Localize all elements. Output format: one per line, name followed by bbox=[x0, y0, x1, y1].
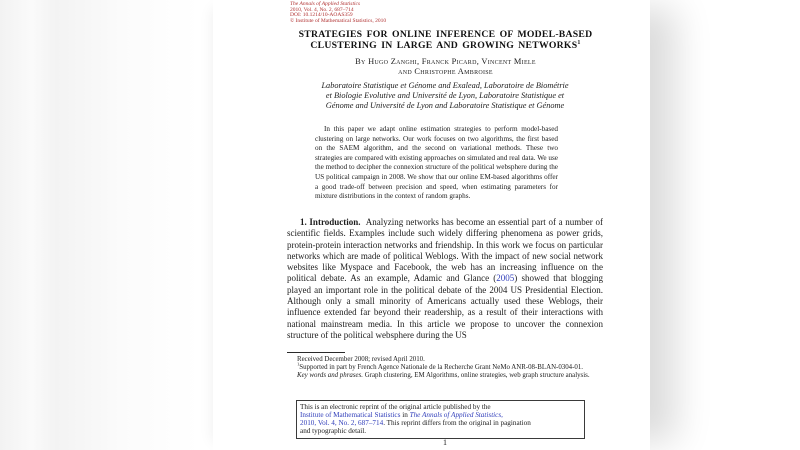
affiliation-line-1: Laboratoire Statistique et Génome and Exalead, Laboratoire de Biométrie bbox=[321, 81, 569, 90]
reprint-line-4: and typographic detail. bbox=[300, 427, 367, 436]
authors-line-1: By Hugo Zanghi, Franck Picard, Vincent Miele bbox=[355, 57, 536, 66]
page-number: 1 bbox=[443, 438, 447, 447]
reprint-line-2 bbox=[300, 411, 581, 419]
journal-header bbox=[290, 2, 386, 24]
title-footnote-marker[interactable]: 1 bbox=[577, 39, 581, 46]
section-heading: 1. Introduction. bbox=[300, 217, 361, 227]
abstract: In this paper we adapt online estimation strategies to perform model-based clustering on large networks. Our work focuses on two algorithms, the first based on the SAEM algorithm, and the second on variational methods. These two strategies are compared with existing approaches on simulated and real data. We use the method to decipher the connexion structure of the political websphere during the US political campaign in 2008. We show that our online EM-based algorithms offer a good trade-off between precision and speed, when estimating parameters for mixture distributions in the context of random graphs. bbox=[315, 125, 558, 201]
reprint-notice-box bbox=[296, 400, 585, 439]
authors-line-2: and Christophe Ambroise bbox=[398, 66, 493, 76]
received-note: Received December 2008; revised April 2010. bbox=[297, 356, 425, 363]
keywords-text: Graph clustering, EM Algorithms, online strategies, web graph structure analysis. bbox=[362, 372, 590, 380]
footnotes bbox=[287, 356, 603, 380]
title-line-2 bbox=[310, 40, 580, 51]
intro-text-before-citation: Analyzing networks has become an essential part of a number of scientific fields. Examples include such widely differing phenomena as power grids, protein-protein interaction networks and friendship. In this work we focus on particular networks which are made of political Weblogs. With the impact of new social network websites like Myspace and Facebook, the web has an increasing influence on the political debate. As an example, Adamic and Glance ( bbox=[287, 217, 603, 284]
title-line-1: STRATEGIES FOR ONLINE INFERENCE OF MODEL-BASED bbox=[298, 29, 593, 40]
keywords-label: Key words and phrases. bbox=[297, 372, 363, 380]
support-footnote-marker: 1 bbox=[297, 361, 300, 367]
doi-link[interactable]: 10.1214/10-AOAS359 bbox=[302, 12, 353, 19]
citation-link[interactable]: 2005 bbox=[496, 273, 515, 284]
reprint-line-3-rest: . This reprint differs from the original in pagination bbox=[383, 419, 531, 428]
title-line-2-text: CLUSTERING IN LARGE AND GROWING NETWORKS bbox=[310, 40, 578, 52]
intro-text-after-citation: ) showed that blogging played an important role in the political debate of the 2004 US Presidential Election. Although only a small minority of Americans actually used these Weblogs, their influence extended far beyond their readership, as a result of their interactions with national mainstream media. In this article we propose to uncover the connexion structure of the political websphere during the US bbox=[287, 273, 603, 340]
footnote-rule bbox=[287, 352, 345, 353]
journal-copyright: © Institute of Mathematical Statistics, 2010 bbox=[290, 17, 387, 24]
reprint-line-1: This is an electronic reprint of the original article published by the bbox=[300, 403, 491, 411]
affiliation-line-3: Génome and Université de Lyon and Laboratoire Statistique et Génome bbox=[325, 101, 565, 110]
paper-page bbox=[213, 0, 650, 450]
author-list bbox=[273, 57, 618, 76]
introduction-paragraph bbox=[287, 217, 603, 341]
journal-volume-info: 2010, Vol. 4, No. 2, 687–714 bbox=[290, 6, 354, 13]
doi-label: DOI: bbox=[290, 12, 303, 19]
affiliation-line-2: et Biologie Evolutive and Université de Lyon, Laboratoire Statistique et bbox=[325, 91, 565, 100]
journal-name: The Annals of Applied Statistics bbox=[290, 1, 361, 7]
ims-link[interactable]: Institute of Mathematical Statistics bbox=[300, 411, 401, 420]
support-note bbox=[287, 361, 603, 372]
volume-link[interactable]: 2010, Vol. 4, No. 2, 687–714 bbox=[300, 419, 384, 428]
paper-title bbox=[273, 29, 618, 51]
affiliations bbox=[265, 81, 625, 111]
support-note-text: Supported in part by French Agence Nationale de la Recherche Grant NeMo ANR-08-BLAN-0304-01. bbox=[299, 364, 584, 372]
reprint-line-2-mid: in bbox=[400, 411, 410, 420]
journal-title-link[interactable]: The Annals of Applied Statistics, bbox=[409, 411, 503, 420]
reprint-line-3 bbox=[300, 419, 581, 427]
keywords-note bbox=[287, 372, 603, 380]
